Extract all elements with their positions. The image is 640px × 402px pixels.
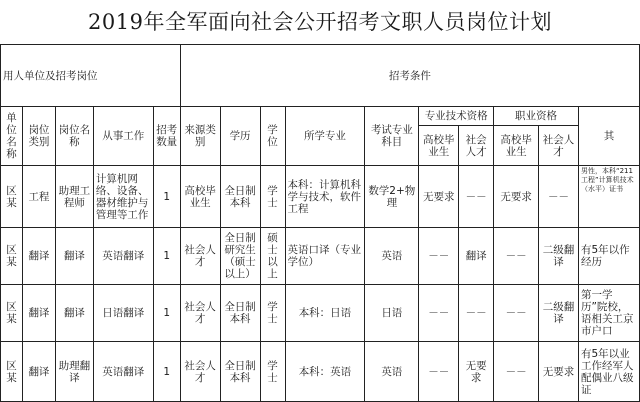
cell-post-type: 翻译 <box>22 228 55 285</box>
cell-major: 英语口译（专业学位） <box>285 228 365 285</box>
cell-exam: 日语 <box>365 285 419 342</box>
cell-tech-grad: －－ <box>419 228 459 285</box>
cell-voc-social: 二级翻译 <box>539 228 579 285</box>
group-conditions: 招考条件 <box>180 45 639 107</box>
cell-degree: 学士 <box>260 342 285 402</box>
table-row <box>1 342 640 402</box>
cell-voc-grad: 无要求 <box>494 166 539 228</box>
header-source: 来源类别 <box>180 107 220 166</box>
group-employer: 用人单位及招考岗位 <box>1 45 181 107</box>
cell-other: 第一学历”院校，语相关工京市户口 <box>578 285 639 342</box>
cell-post-name: 翻译 <box>55 228 93 285</box>
cell-education: 全日制本科 <box>220 285 260 342</box>
cell-degree: 硕士以上 <box>260 228 285 285</box>
cell-voc-social: 二级翻译 <box>539 285 579 342</box>
cell-unit: 区某 <box>1 166 23 228</box>
cell-other: 有5年以业工作经军人配偶业八级证 <box>578 342 639 402</box>
cell-post-type: 工程 <box>22 166 55 228</box>
cell-education: 全日制研究生（硕士以上） <box>220 228 260 285</box>
table-row <box>1 166 640 228</box>
page-title: 2019年全军面向社会公开招考文职人员岗位计划 <box>88 10 552 34</box>
header-voc-grad: 高校毕业生 <box>494 126 539 166</box>
header-degree: 学位 <box>260 107 285 166</box>
cell-post-name: 翻译 <box>55 285 93 342</box>
cell-voc-social: －－ <box>539 166 579 228</box>
cell-count: 1 <box>153 228 180 285</box>
cell-education: 全日制本科 <box>220 342 260 402</box>
header-exam: 考试专业科目 <box>365 107 419 166</box>
cell-post-type: 翻译 <box>22 342 55 402</box>
header-count: 招考数量 <box>153 107 180 166</box>
header-post-name: 岗位名称 <box>55 107 93 166</box>
cell-major: 本科：计算机科学与技术，软件工程 <box>285 166 365 228</box>
cell-unit: 区某 <box>1 285 23 342</box>
cell-other: 有5年以作经历 <box>578 228 639 285</box>
table-row <box>1 228 640 285</box>
cell-major: 本科：英语 <box>285 342 365 402</box>
cell-voc-social: 无要求 <box>539 342 579 402</box>
header-tech-grad: 高校毕业生 <box>419 126 459 166</box>
positions-table <box>0 44 640 402</box>
cell-exam: 数学2+物理 <box>365 166 419 228</box>
header-major: 所学专业 <box>285 107 365 166</box>
cell-tech-social: －－ <box>459 166 494 228</box>
header-post-type: 岗位类别 <box>22 107 55 166</box>
cell-tech-social: －－ <box>459 285 494 342</box>
cell-post-name: 助理工程师 <box>55 166 93 228</box>
header-unit: 单位名称 <box>1 107 23 166</box>
group-header-row <box>1 45 640 107</box>
cell-count: 1 <box>153 342 180 402</box>
subgroup-header-row <box>1 107 640 126</box>
cell-source: 社会人才 <box>180 342 220 402</box>
cell-work: 计算机网络、设备、器材维护与管理等工作 <box>93 166 153 228</box>
table-row <box>1 285 640 342</box>
cell-count: 1 <box>153 285 180 342</box>
group-vocational-qualification: 职业资格 <box>494 107 579 126</box>
cell-voc-grad: －－ <box>494 228 539 285</box>
header-tech-social: 社会人才 <box>459 126 494 166</box>
cell-unit: 区某 <box>1 228 23 285</box>
cell-major: 本科：日语 <box>285 285 365 342</box>
header-voc-social: 社会人才 <box>539 126 579 166</box>
cell-source: 高校毕业生 <box>180 166 220 228</box>
cell-degree: 学士 <box>260 285 285 342</box>
cell-tech-grad: －－ <box>419 285 459 342</box>
cell-tech-social: 无要求 <box>459 342 494 402</box>
group-tech-qualification: 专业技术资格 <box>419 107 494 126</box>
cell-education: 全日制本科 <box>220 166 260 228</box>
cell-post-type: 翻译 <box>22 285 55 342</box>
cell-exam: 英语 <box>365 342 419 402</box>
cell-tech-social: 翻译 <box>459 228 494 285</box>
cell-other: 男性，本科“211工程”计算机技术（水平）证书 <box>578 166 639 228</box>
cell-exam: 英语 <box>365 228 419 285</box>
header-education: 学历 <box>220 107 260 166</box>
cell-degree: 学士 <box>260 166 285 228</box>
cell-source: 社会人才 <box>180 285 220 342</box>
cell-voc-grad: －－ <box>494 342 539 402</box>
cell-source: 社会人才 <box>180 228 220 285</box>
cell-work: 日语翻译 <box>93 285 153 342</box>
cell-post-name: 助理翻译 <box>55 342 93 402</box>
cell-count: 1 <box>153 166 180 228</box>
cell-tech-grad: －－ <box>419 342 459 402</box>
cell-work: 英语翻译 <box>93 342 153 402</box>
header-other: 其 <box>578 107 639 166</box>
header-work: 从事工作 <box>93 107 153 166</box>
cell-work: 英语翻译 <box>93 228 153 285</box>
cell-tech-grad: 无要求 <box>419 166 459 228</box>
cell-unit: 区某 <box>1 342 23 402</box>
cell-voc-grad: －－ <box>494 285 539 342</box>
